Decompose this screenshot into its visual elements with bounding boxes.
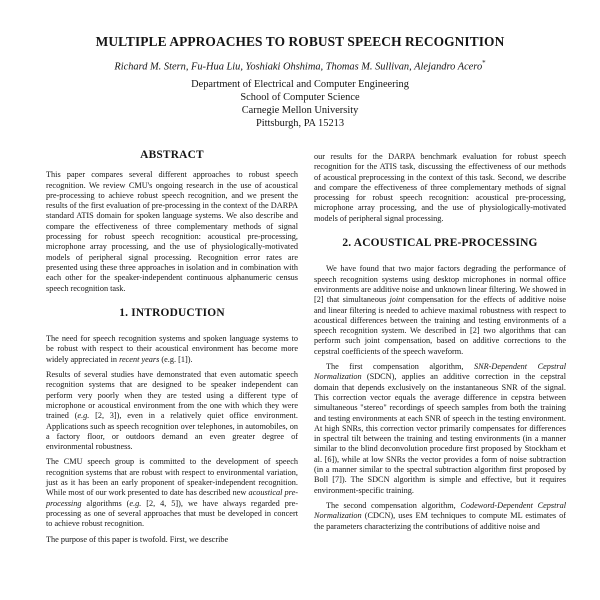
intro-paragraph-1: The need for speech recognition systems and spoken language systems to be robust with respect to their acoustical environment has become more widely appreciated in recent years (e.g. [1]). xyxy=(46,334,298,364)
intro-paragraph-4: The purpose of this paper is twofold. First, we describe xyxy=(46,534,229,544)
preprocessing-paragraph-3: The second compensation algorithm, Codeword-Dependent Cepstral Normalization (CDCN), uses EM techniques to compute ML estimates of the parameters characterizing the contributions of additive noise and xyxy=(314,500,566,531)
left-column xyxy=(46,150,298,550)
abstract-heading: ABSTRACT xyxy=(140,149,204,161)
right-column xyxy=(314,152,566,537)
author-list xyxy=(0,59,600,72)
intro-paragraph-3: The CMU speech group is committed to the development of speech recognition systems that are robust with respect to environmental variation, just as it has been an early proponent of speaker-independent recognition. While most of our work presented to date has described new acoustical pre-processing algorithms (e.g. [2, 4, 5]), we have always regarded pre-processing as one of several approaches that must be developed in concert to achieve robust recognition. xyxy=(46,457,298,529)
preprocessing-paragraph-1: We have found that two major factors degrading the performance of speech recognition systems using desktop microphones in normal office environments are additive noise and unknown linear filtering. We showed in [2] that simultaneous joint compensation for the effects of additive noise and linear filtering is needed to achieve maximal robustness with respect to acoustical differences between the training and testing environments of a speech recognition system. We described in [2] two algorithms that can perform such joint compensation, based on additive corrections to the cepstral coefficients of the speech waveform. xyxy=(314,264,567,356)
affiliation-university: Carnegie Mellon University xyxy=(241,105,359,116)
author-names: Richard M. Stern, Fu-Hua Liu, Yoshiaki Ohshima, Thomas M. Sullivan, Alejandro Acero xyxy=(114,61,483,73)
intro-paragraph-2: Results of several studies have demonstrated that even automatic speech recognition systems that are designed to be speaker independent can perform very poorly when they are tested using a different type of microphone or acoustical environment from the one with which they were trained (e.g. [2, 3]), even in a relatively quiet office environment. Applications such as speech recognition over telephones, in automobiles, on a factory floor, or outdoors demand an even greater degree of environmental robustness. xyxy=(46,370,298,452)
paper-title: MULTIPLE APPROACHES TO ROBUST SPEECH RECOGNITION xyxy=(95,34,505,49)
preprocessing-paragraph-2: The first compensation algorithm, SNR-Dependent Cepstral Normalization (SDCN), applies an additive correction in the cepstral domain that depends exclusively on the instantaneous SNR of the signal. This correction vector equals the average difference in cepstra between simultaneous "stereo" recordings of speech samples from both the training and testing environments at each SNR of speech in the testing environment. At high SNRs, this correction vector primarily compensates for differences in spectral tilt between the training and testing environments (in a manner similar to the blind deconvolution procedure first proposed by Stockham et al. [6]), while at low SNRs the vector provides a form of noise subtraction (in a manner similar to the spectral subtraction algorithm first proposed by Boll [7]). The SDCN algorithm is simple and effective, but it requires environment-specific training. xyxy=(314,362,566,495)
abstract-text: This paper compares several different approaches to robust speech recognition. We review CMU's ongoing research in the use of acoustical pre-processing to achieve robust speech recognition, and we present the results of the first evaluation of pre-processing in the context of the DARPA standard ATIS domain for spoken language systems. We also describe and compare the effectiveness of three complementary methods of signal processing for robust speech recognition: acoustical pre-processing, microphone array processing, and the use of physiologically-motivated models of peripheral signal processing. Recognition error rates are presented using these three approaches in isolation and in combination with each other for the speaker-independent continuous alphanumeric census speech recognition task. xyxy=(46,170,298,293)
intro-continuation: our results for the DARPA benchmark evaluation for robust speech recognition for the ATIS task, discussing the effectiveness of our methods of acoustical preprocessing in the context of this task. Second, we describe and compare the effectiveness of three complementary methods of signal processing for robust speech recognition: acoustical pre-processing, microphone array processing, and the use of physiologically-motivated models of peripheral signal processing. xyxy=(314,152,566,223)
affiliation-department: Department of Electrical and Computer Engineering xyxy=(191,79,409,90)
intro-heading: 1. INTRODUCTION xyxy=(119,306,225,319)
preprocessing-heading: 2. ACOUSTICAL PRE-PROCESSING xyxy=(342,237,538,250)
author-footnote-mark: * xyxy=(482,59,486,67)
affiliation-city: Pittsburgh, PA 15213 xyxy=(255,118,345,129)
affiliation-school: School of Computer Science xyxy=(240,92,360,103)
